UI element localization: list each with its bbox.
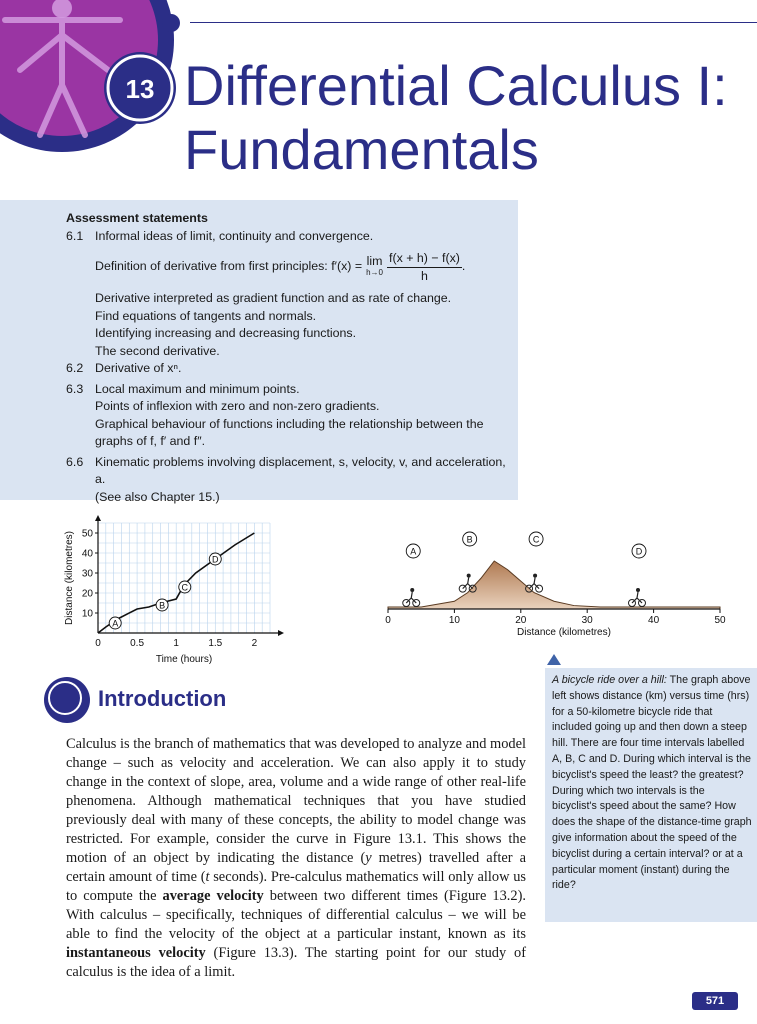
header-rule	[190, 22, 757, 23]
svg-text:D: D	[212, 554, 219, 565]
item-text: Kinematic problems involving displacement, s, velocity, v, and acceleration, a.	[95, 454, 506, 486]
assessment-heading: Assessment statements	[66, 211, 208, 225]
section-circle-icon	[44, 677, 90, 723]
x-tick-label: 10	[448, 615, 460, 626]
interval-label-b	[463, 532, 477, 546]
interval-label-a	[406, 544, 420, 558]
x-tick-label: 0	[95, 638, 101, 649]
assessment-item	[66, 454, 506, 489]
hill-profile	[388, 561, 720, 609]
denominator: h	[421, 269, 428, 283]
numerator: f(x + h) − f(x)	[387, 250, 462, 268]
x-tick-label: 1.5	[208, 638, 223, 649]
x-axis-label: Time (hours)	[155, 654, 213, 665]
chapter-title	[184, 54, 757, 182]
interval-label-b	[156, 599, 168, 611]
svg-text:B: B	[159, 600, 166, 611]
x-tick-label: 50	[714, 615, 726, 626]
interval-label-c	[179, 581, 191, 593]
hill-profile-diagram	[380, 515, 730, 645]
assessment-subline: Identifying increasing and decreasing functions.	[95, 326, 357, 340]
derivative-definition: Definition of derivative from first principles: f′(x) = lim h→0 $\frac{f(x + h) - f(x)}{h}$ .	[95, 251, 466, 283]
assessment-subline: Derivative interpreted as gradient function and as rate of change.	[95, 291, 452, 305]
sidebar-pointer-icon	[547, 654, 561, 665]
x-axis-arrow-icon	[278, 630, 284, 636]
svg-text:C: C	[181, 582, 189, 593]
interval-label-d	[632, 544, 646, 558]
assessment-statements-panel	[0, 200, 518, 504]
section-heading: Introduction	[98, 686, 227, 711]
x-tick-label: 20	[515, 615, 527, 626]
distance-time-graph	[60, 515, 300, 670]
x-tick-label: 0.5	[130, 638, 145, 649]
bicycle-icon	[629, 588, 646, 607]
interval-label-d	[209, 553, 221, 565]
item-number: 6.6	[66, 454, 84, 469]
chapter-title-line1: Differential Calculus I:	[184, 54, 728, 117]
derivative-prefix: Definition of derivative from first principles: f′(x) =	[95, 259, 363, 274]
assessment-subline: Graphical behaviour of functions including the relationship between the	[95, 416, 484, 431]
chapter-title-line2: Fundamentals	[184, 118, 539, 181]
assessment-subline: (See also Chapter 15.)	[95, 489, 220, 504]
item-number: 6.2	[66, 361, 84, 375]
item-text: Informal ideas of limit, continuity and convergence.	[95, 228, 374, 243]
bicycle-icon	[403, 588, 420, 607]
assessment-subline: Points of inflexion with zero and non-zero gradients.	[95, 399, 380, 413]
sidebar-note	[545, 668, 757, 922]
item-number: 6.1	[66, 228, 84, 243]
x-tick-label: 2	[251, 638, 258, 649]
assessment-item	[66, 360, 506, 378]
sidebar-body: The graph above left shows distance (km) versus time (hrs) for a 50-kilometre bicycle ride that included going up and then down a steep hill. There are four time intervals labelled A, B, C and D. During which interval is the bicyclist's speed the least? the greatest? During which two intervals is the bicyclist's speed about the same? How does the shape of the distance-time graph give information about the speed of the bicyclist during a certain interval? or at a particular moment (instant) during the ride?	[552, 674, 752, 892]
item-text: Derivative of xⁿ.	[95, 361, 182, 375]
header-dot	[162, 14, 180, 32]
y-tick-label: 10	[81, 608, 93, 620]
assessment-subline: The second derivative.	[95, 343, 220, 358]
term-average-velocity: average velocity	[162, 888, 264, 904]
y-tick-label: 20	[81, 588, 93, 600]
y-tick-label: 50	[81, 528, 93, 540]
page-number: 571	[692, 992, 738, 1010]
introduction-paragraph: Calculus is the branch of mathematics that was developed to analyze and model change – such as velocity and acceleration. We can also apply it to study change in the context of slope, area, volume and a wide range of other real-life phenomena. Although mathematical techniques that you have studied previously deal with many of these concepts, the ability to model change was restricted. For example, consider the curve in Figure 13.1. This shows the motion of an object by indicating the distance (y metres) travelled after a certain amount of time (t seconds). Pre-calculus mathematics will only allow us to compute the average velocity between two different times (Figure 13.2). With calculus – specifically, techniques of differential calculus – we will be able to find the velocity of the object at a particular instant, known as its instantaneous velocity (Figure 13.3). The starting point for our study of calculus is the idea of a limit.	[66, 736, 527, 980]
y-axis-arrow-icon	[95, 515, 101, 521]
assessment-subline: Find equations of tangents and normals.	[95, 308, 317, 323]
svg-text:A: A	[112, 618, 119, 629]
chapter-number: 13	[125, 74, 155, 104]
x-tick-label: 1	[173, 638, 179, 649]
y-axis-label: Distance (kilometres)	[64, 531, 75, 625]
interval-label-a	[109, 617, 121, 629]
y-tick-label: 40	[81, 548, 93, 560]
svg-text:B: B	[466, 534, 473, 545]
term-instantaneous-velocity: instantaneous velocity	[66, 945, 206, 961]
item-text: Local maximum and minimum points.	[95, 381, 300, 396]
item-number: 6.3	[66, 381, 84, 396]
x-tick-label: 40	[648, 615, 660, 626]
limit-operator: lim h→0	[366, 254, 383, 277]
svg-text:D: D	[635, 546, 643, 557]
svg-text:C: C	[532, 534, 540, 545]
interval-label-c	[529, 532, 543, 546]
x-tick-label: 0	[385, 615, 391, 626]
sidebar-title: A bicycle ride over a hill:	[552, 674, 667, 686]
x-tick-label: 30	[581, 615, 593, 626]
assessment-item	[66, 228, 506, 246]
assessment-item	[66, 381, 506, 399]
x-axis-label: Distance (kilometres)	[517, 627, 611, 638]
y-tick-label: 30	[81, 568, 93, 580]
assessment-subline: graphs of f, f′ and f″.	[95, 434, 206, 448]
difference-quotient	[387, 250, 462, 284]
svg-text:A: A	[410, 546, 417, 557]
